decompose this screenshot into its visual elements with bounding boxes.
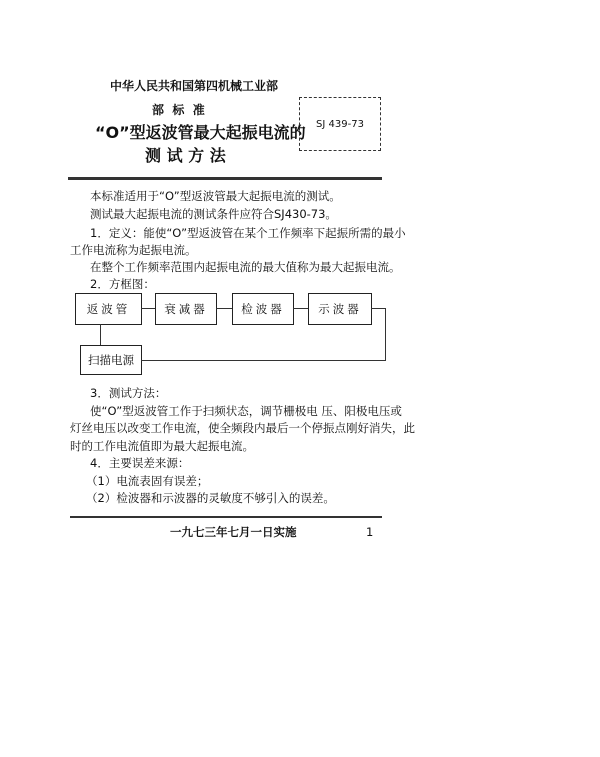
box-attenuator: 衰减器	[155, 293, 217, 325]
connector	[293, 308, 308, 309]
title-line2: 测 试 方 法	[145, 146, 226, 165]
section4-heading: 4．主要误差来源：	[90, 456, 190, 470]
box-bwo: 返波管	[75, 293, 142, 325]
ministry-heading: 中华人民共和国第四机械工业部	[110, 79, 279, 93]
box-oscilloscope: 示波器	[308, 293, 372, 325]
method-line3: 时的工作电流值即为最大起振电流。	[70, 439, 254, 453]
method-line2: 灯丝电压以改变工作电流，使全频段内最后一个停振点刚好消失，此	[70, 421, 415, 435]
connector	[216, 308, 232, 309]
definition-line3: 在整个工作频率范围内起振电流的最大值称为最大起振电流。	[90, 260, 401, 274]
error-item-2: （2）检波器和示波器的灵敏度不够引入的误差。	[86, 491, 335, 505]
intro-line1: 本标准适用于“O”型返波管最大起振电流的测试。	[90, 189, 341, 203]
connector	[385, 308, 386, 360]
box-detector: 检波器	[232, 293, 294, 325]
connector	[100, 324, 101, 345]
connector	[371, 308, 385, 309]
section2-heading: 2．方框图：	[90, 277, 155, 291]
definition-line1: 1．定义：能使“O”型返波管在某个工作频率下起振所需的最小	[90, 226, 406, 240]
method-line1: 使“O”型返波管工作于扫频状态，调节栅极电 压、阳极电压或	[90, 404, 402, 418]
title-line1: “O”型返波管最大起振电流的	[95, 123, 306, 142]
connector	[141, 308, 155, 309]
definition-line2: 工作电流称为起振电流。	[70, 243, 197, 257]
standard-code: SJ 439-73	[316, 118, 364, 130]
box-sweep-source: 扫描电源	[80, 345, 142, 375]
standard-type: 部 标 准	[152, 103, 205, 117]
header-rule	[68, 177, 382, 180]
standard-code-box	[299, 97, 381, 151]
error-item-1: （1）电流表固有误差；	[86, 474, 209, 488]
page-number: 1	[366, 525, 374, 539]
connector	[141, 360, 386, 361]
footer-rule	[70, 516, 382, 518]
effective-date: 一九七三年七月一日实施	[170, 525, 297, 539]
intro-line2: 测试最大起振电流的测试条件应符合SJ430-73。	[90, 207, 337, 221]
section3-heading: 3．测试方法：	[90, 386, 167, 400]
